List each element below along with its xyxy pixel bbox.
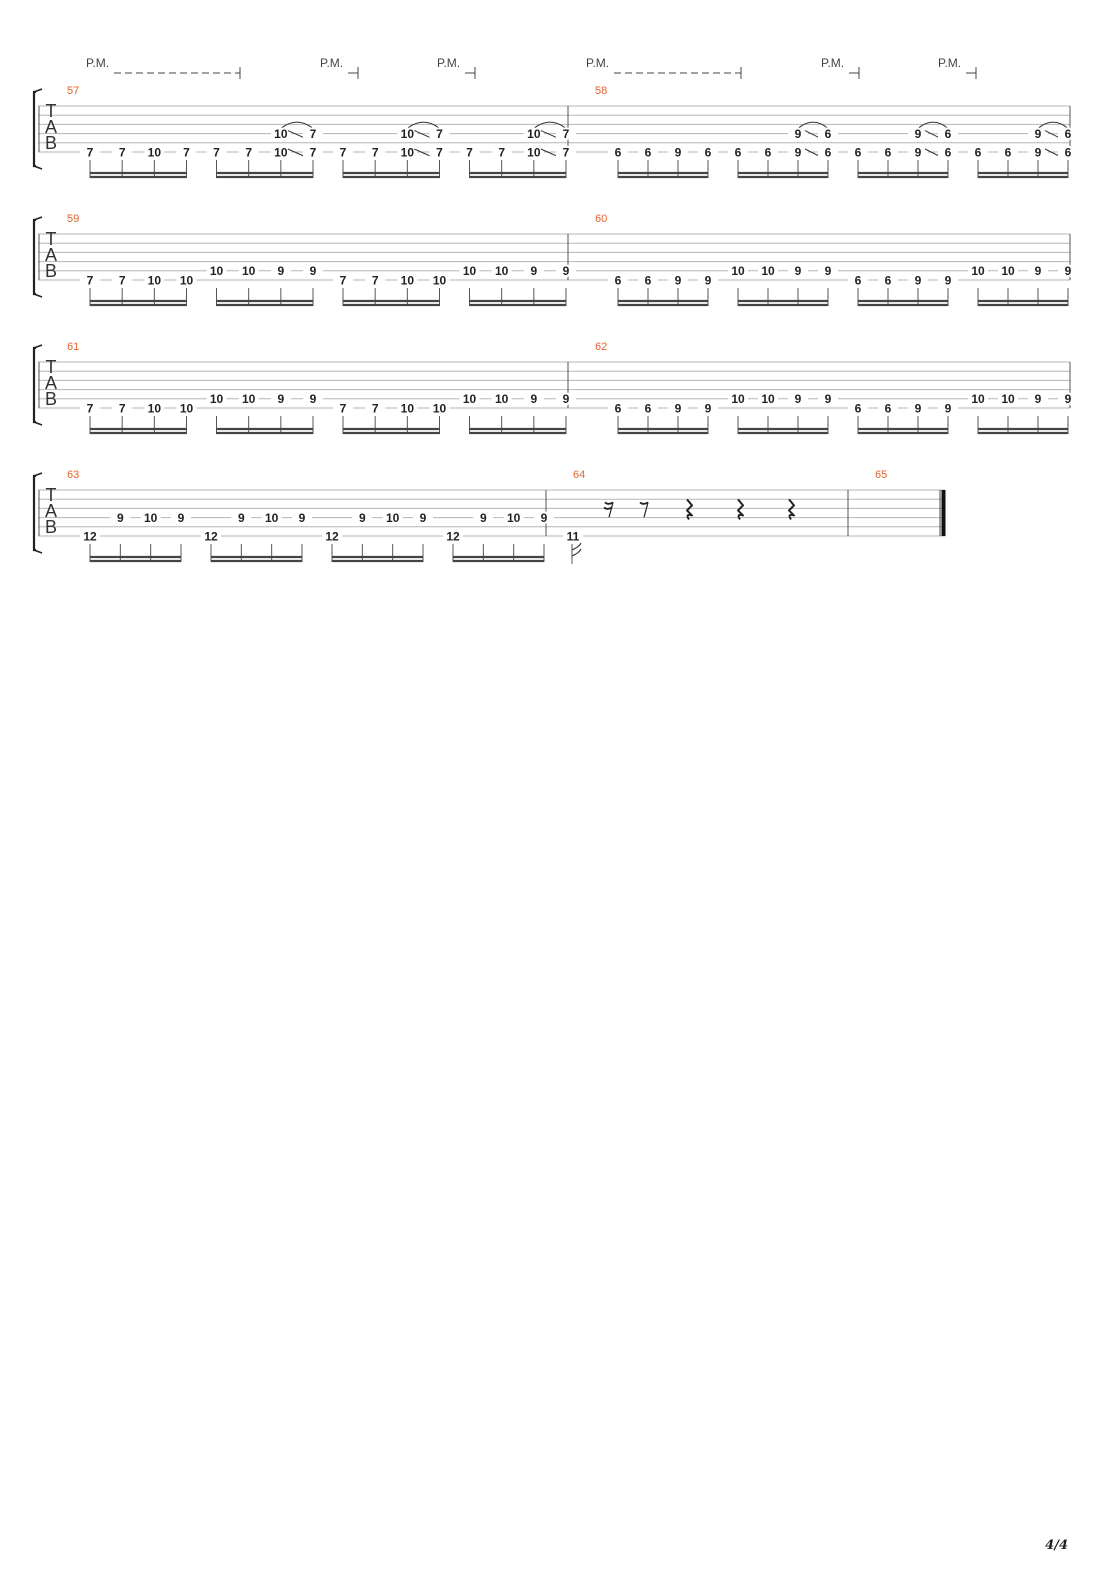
fret-number: 6 <box>884 401 892 416</box>
fret-number: 10 <box>241 264 256 279</box>
fret-number: 7 <box>371 401 379 416</box>
fret-number: 6 <box>944 126 952 141</box>
tab-clef-letter: B <box>44 133 58 153</box>
bracket-hook-bottom <box>34 550 42 553</box>
measure-number: 61 <box>67 341 80 353</box>
tab-system <box>34 213 1078 306</box>
system-bracket <box>34 476 36 550</box>
fret-number: 9 <box>944 273 952 288</box>
fret-number: 9 <box>419 510 427 525</box>
fret-number: 7 <box>213 145 220 160</box>
fret-number: 9 <box>530 392 538 407</box>
fret-number: 9 <box>914 126 922 141</box>
fret-number: 7 <box>309 145 317 160</box>
fret-number: 10 <box>274 126 288 141</box>
fret-number: 9 <box>1034 264 1042 279</box>
rest-quarter <box>687 499 692 519</box>
fret-number: 6 <box>614 145 622 160</box>
fret-number: 10 <box>731 264 745 279</box>
page-number: 4/4 <box>1045 1538 1068 1553</box>
fret-number: 10 <box>761 392 775 407</box>
fret-number: 9 <box>794 392 802 407</box>
tab-system <box>34 341 1078 434</box>
fret-number: 7 <box>339 401 347 416</box>
fret-number: 9 <box>674 273 682 288</box>
fret-number: 7 <box>371 273 379 288</box>
bracket-hook-top <box>34 473 42 476</box>
fret-number: 7 <box>86 401 94 416</box>
fret-number: 10 <box>147 401 162 416</box>
fret-number: 12 <box>204 529 218 544</box>
palm-mute-label: P.M. <box>320 56 344 70</box>
fret-number: 9 <box>794 145 802 160</box>
fret-number: 7 <box>498 145 506 160</box>
fret-number: 11 <box>566 529 580 544</box>
fret-number: 10 <box>1001 264 1015 279</box>
system-bracket <box>34 92 36 166</box>
fret-number: 7 <box>118 273 126 288</box>
palm-mute-label: P.M. <box>437 56 461 70</box>
fret-number: 6 <box>854 273 862 288</box>
bracket-hook-top <box>34 217 42 220</box>
bracket-hook-bottom <box>34 166 42 169</box>
tab-clef-letter: B <box>44 389 58 409</box>
tab-clef-letter: T <box>45 485 57 505</box>
fret-number: 10 <box>400 126 415 141</box>
measure-number: 64 <box>573 469 586 481</box>
fret-number: 9 <box>309 392 317 407</box>
fret-number: 9 <box>562 392 570 407</box>
tab-clef-letter: T <box>45 101 57 121</box>
fret-number: 9 <box>914 145 922 160</box>
fret-number: 9 <box>1034 392 1042 407</box>
fret-number: 9 <box>116 510 124 525</box>
tab-clef-letter: T <box>45 357 57 377</box>
fret-number: 9 <box>1064 392 1072 407</box>
fret-number: 10 <box>761 264 775 279</box>
fret-number: 6 <box>824 126 832 141</box>
fret-number: 7 <box>86 145 94 160</box>
rest-quarter <box>738 499 743 519</box>
fret-number: 9 <box>237 510 245 525</box>
fret-number: 9 <box>177 510 185 525</box>
measure-number: 62 <box>595 341 608 353</box>
rest-flag <box>640 502 648 504</box>
fret-number: 6 <box>764 145 772 160</box>
fret-number: 9 <box>309 264 317 279</box>
fret-number: 6 <box>854 401 862 416</box>
fret-number: 9 <box>674 145 682 160</box>
fret-number: 10 <box>527 145 541 160</box>
fret-number: 7 <box>309 126 317 141</box>
fret-number: 10 <box>731 392 745 407</box>
fret-number: 9 <box>944 401 952 416</box>
fret-number: 10 <box>432 401 447 416</box>
fret-number: 6 <box>734 145 742 160</box>
fret-number: 7 <box>466 145 473 160</box>
tab-clef-letter: B <box>44 261 58 281</box>
tab-clef-letter: A <box>44 373 58 393</box>
fret-number: 10 <box>506 510 521 525</box>
fret-number: 10 <box>494 264 509 279</box>
fret-number: 6 <box>614 401 622 416</box>
fret-number: 6 <box>854 145 862 160</box>
tab-clef-letter: B <box>44 517 58 537</box>
fret-number: 10 <box>462 392 477 407</box>
fret-number: 10 <box>400 401 415 416</box>
fret-number: 7 <box>436 126 443 141</box>
fret-number: 10 <box>462 264 477 279</box>
fret-number: 9 <box>824 392 832 407</box>
fret-number: 10 <box>385 510 400 525</box>
fret-number: 6 <box>944 145 952 160</box>
fret-number: 7 <box>118 401 126 416</box>
fret-number: 9 <box>914 401 922 416</box>
tab-clef-letter: A <box>44 117 58 137</box>
fret-number: 6 <box>704 145 712 160</box>
bracket-hook-bottom <box>34 294 42 297</box>
fret-number: 6 <box>1064 145 1072 160</box>
fret-number: 10 <box>274 145 288 160</box>
rest-flag <box>605 502 613 504</box>
fret-number: 12 <box>325 529 339 544</box>
fret-number: 6 <box>644 273 652 288</box>
tab-clef-letter: A <box>44 245 58 265</box>
fret-number: 9 <box>674 401 682 416</box>
system-bracket <box>34 220 36 294</box>
fret-number: 12 <box>83 529 97 544</box>
palm-mute-label: P.M. <box>586 56 610 70</box>
measure-number: 60 <box>595 213 608 225</box>
fret-number: 10 <box>179 401 194 416</box>
fret-number: 9 <box>530 264 538 279</box>
fret-number: 9 <box>1064 264 1072 279</box>
note-flag <box>572 543 581 550</box>
fret-number: 10 <box>400 273 415 288</box>
bracket-hook-top <box>34 345 42 348</box>
fret-number: 7 <box>436 145 443 160</box>
fret-number: 10 <box>432 273 447 288</box>
fret-number: 10 <box>147 145 162 160</box>
measure-number: 65 <box>875 469 888 481</box>
fret-number: 9 <box>914 273 922 288</box>
fret-number: 9 <box>824 264 832 279</box>
fret-number: 9 <box>277 392 285 407</box>
fret-number: 10 <box>143 510 158 525</box>
fret-number: 10 <box>971 392 985 407</box>
palm-mute-label: P.M. <box>938 56 962 70</box>
fret-number: 9 <box>540 510 548 525</box>
fret-number: 10 <box>971 264 985 279</box>
fret-number: 6 <box>614 273 622 288</box>
palm-mute-label: P.M. <box>86 56 110 70</box>
fret-number: 10 <box>209 392 224 407</box>
bracket-hook-top <box>34 89 42 92</box>
fret-number: 9 <box>479 510 487 525</box>
fret-number: 10 <box>264 510 279 525</box>
bracket-hook-bottom <box>34 422 42 425</box>
tab-clef-letter: A <box>44 501 58 521</box>
fret-number: 7 <box>562 145 570 160</box>
fret-number: 6 <box>644 145 652 160</box>
fret-number: 6 <box>1064 126 1072 141</box>
fret-number: 10 <box>1001 392 1015 407</box>
rest-flag <box>604 507 612 509</box>
fret-number: 10 <box>494 392 509 407</box>
tab-clef-letter: T <box>45 229 57 249</box>
fret-number: 9 <box>1034 145 1042 160</box>
fret-number: 10 <box>209 264 224 279</box>
fret-number: 9 <box>358 510 366 525</box>
fret-number: 9 <box>298 510 306 525</box>
fret-number: 7 <box>118 145 126 160</box>
fret-number: 7 <box>183 145 190 160</box>
measure-number: 59 <box>67 213 80 225</box>
palm-mute-label: P.M. <box>821 56 845 70</box>
fret-number: 6 <box>644 401 652 416</box>
fret-number: 9 <box>794 126 802 141</box>
tab-system <box>34 56 1078 178</box>
fret-number: 9 <box>704 401 712 416</box>
fret-number: 10 <box>527 126 541 141</box>
fret-number: 9 <box>277 264 285 279</box>
fret-number: 10 <box>147 273 162 288</box>
fret-number: 9 <box>1034 126 1042 141</box>
measure-number: 57 <box>67 85 80 97</box>
fret-number: 7 <box>339 273 347 288</box>
fret-number: 9 <box>794 264 802 279</box>
fret-number: 6 <box>1004 145 1012 160</box>
fret-number: 6 <box>974 145 982 160</box>
fret-number: 9 <box>562 264 570 279</box>
fret-number: 7 <box>371 145 379 160</box>
fret-number: 7 <box>339 145 347 160</box>
fret-number: 6 <box>824 145 832 160</box>
fret-number: 6 <box>884 145 892 160</box>
system-bracket <box>34 348 36 422</box>
fret-number: 10 <box>179 273 194 288</box>
fret-number: 10 <box>400 145 415 160</box>
fret-number: 7 <box>562 126 570 141</box>
fret-number: 12 <box>446 529 460 544</box>
fret-number: 7 <box>86 273 94 288</box>
fret-number: 7 <box>245 145 253 160</box>
fret-number: 9 <box>704 273 712 288</box>
measure-number: 58 <box>595 85 608 97</box>
rest-quarter <box>789 499 794 519</box>
fret-number: 10 <box>241 392 256 407</box>
fret-number: 6 <box>884 273 892 288</box>
tab-system <box>34 469 945 564</box>
measure-number: 63 <box>67 469 80 481</box>
